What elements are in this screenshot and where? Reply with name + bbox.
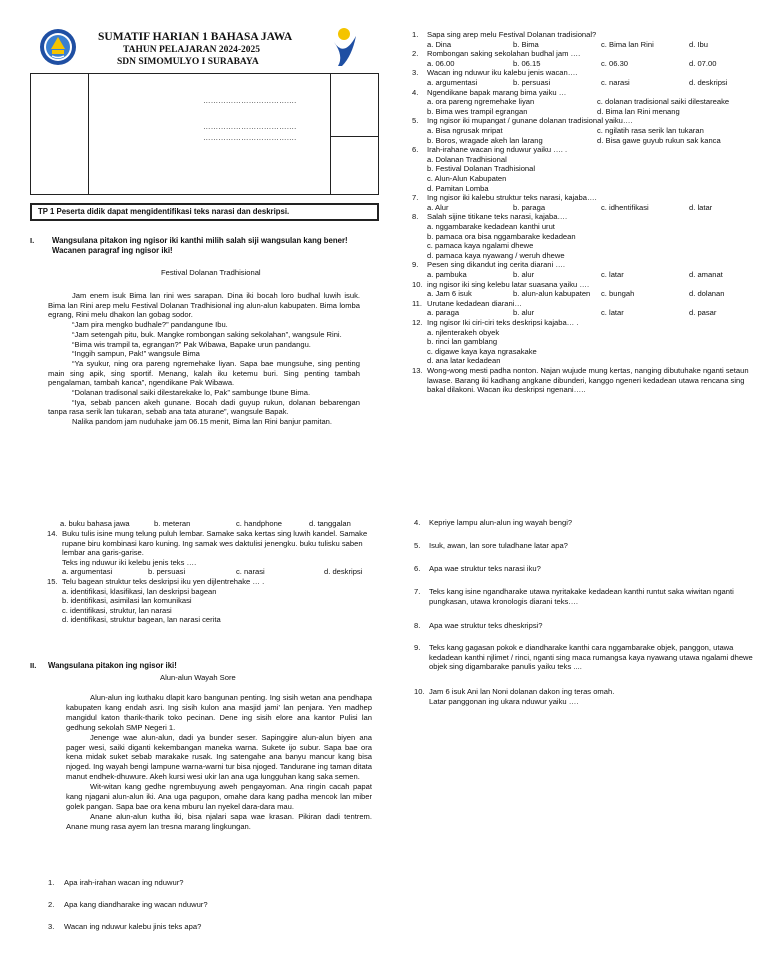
- section1-read-instruction: Wacanen paragraf ing ngisor iki!: [52, 246, 173, 255]
- option-d[interactable]: d. amanat: [689, 269, 723, 279]
- option-b[interactable]: c. dolanan tradisional saiki dilestareake: [597, 97, 730, 107]
- option-row: [427, 270, 760, 280]
- question-number: 8.: [412, 212, 419, 222]
- school-name: SDN SIMOMULYO I SURABAYA: [117, 57, 259, 67]
- story1-paragraph: “Jam setengah pitu, buk. Mangke rombongan saking sekolahan”, wangsule Rini.: [72, 329, 342, 339]
- essay-number: 6.: [414, 564, 421, 573]
- option-c[interactable]: c. narasi: [236, 567, 265, 577]
- option-c[interactable]: c. idhentifikasi: [601, 202, 649, 212]
- question-number: 12.: [412, 318, 423, 327]
- mc-question: [412, 116, 760, 145]
- q13-option-c[interactable]: c. handphone: [236, 519, 283, 528]
- mc-question: [412, 30, 760, 49]
- emblem-figure-icon: [330, 26, 360, 68]
- option-d[interactable]: d. deskripsi: [324, 567, 363, 577]
- photo-box: [30, 73, 89, 195]
- option-d[interactable]: d. deskripsi: [689, 77, 728, 87]
- question-number: 10.: [412, 279, 423, 289]
- essay-number: 5.: [414, 541, 421, 550]
- option-c[interactable]: b. Boros, wragade akeh lan larang: [427, 135, 543, 145]
- option-row: [427, 203, 760, 213]
- question-stem: Rombongan saking sekolahan budhal jam ….: [427, 49, 581, 59]
- option-list: [427, 328, 760, 366]
- essay-text: Wacan ing nduwur kalebu jinis teks apa?: [64, 922, 202, 931]
- option-a[interactable]: a. argumentasi: [427, 77, 478, 87]
- story1-title: Festival Dolanan Tradhisional: [161, 268, 261, 277]
- story2-paragraph: Wit-witan kang gedhe ngrembuyung aweh pengayoman. Ana ringin cacah papat kang njagani alun-alun iki. Ana uga pagupon, omahe dara kang padha mencok lan miber golek pangan. Sapa bae ora kena mburu lan nyekel dara-dara mau.: [66, 782, 372, 811]
- option-b[interactable]: c. ngilatih rasa serik lan tukaran: [597, 125, 704, 135]
- option-d[interactable]: d. Bisa gawe guyub rukun sak kanca: [597, 135, 721, 145]
- option-b[interactable]: b. rinci lan gamblang: [427, 337, 498, 347]
- class-blank[interactable]: ……………………………….: [203, 122, 297, 131]
- option-c[interactable]: c. latar: [601, 269, 624, 279]
- essay-text: Jam 6 isuk Ani lan Noni dolanan dakon ing teras omah.: [429, 687, 615, 696]
- option-row: [427, 308, 760, 318]
- question-number: 1.: [412, 30, 419, 39]
- mc-question: [47, 577, 377, 625]
- option-b[interactable]: b. persuasi: [148, 567, 186, 577]
- option-b[interactable]: b. Bima: [513, 39, 539, 49]
- option-a[interactable]: a. Alur: [427, 202, 449, 212]
- question-body: [427, 260, 760, 279]
- option-c[interactable]: c. bungah: [601, 289, 635, 299]
- q13-option-b[interactable]: b. meteran: [154, 519, 191, 528]
- option-c[interactable]: c. digawe kaya kaya ngrasakake: [427, 346, 537, 356]
- essay-text: Apa wae struktur teks narasi iku?: [429, 564, 541, 573]
- option-grid: [427, 126, 760, 145]
- question-stem: Ing ngisor iki mupangat / gunane dolanan tradisional yaiku….: [427, 116, 633, 126]
- essay-text: Apa kang diandharake ing wacan nduwur?: [64, 900, 208, 909]
- option-d[interactable]: d. identifikasi, struktur bagean, lan narasi cerita: [62, 615, 221, 625]
- option-b[interactable]: b. pamaca ora bisa nggambarake kedadean: [427, 231, 576, 241]
- option-b[interactable]: b. 06.15: [513, 58, 541, 68]
- question-body: [427, 280, 760, 299]
- question-body: [427, 193, 760, 212]
- essay-number: 10.: [414, 687, 425, 696]
- mc-question: [412, 366, 760, 395]
- option-a[interactable]: a. Dolanan Tradhisional: [427, 154, 507, 164]
- story1-paragraph: Jam enem isuk Bima lan rini wes sarapan. Dina iki bocah loro budhal luwih isuk. Bima lan Rini arep melu Festival Dolanan Tradhisional ing alun-alun kabupaten. Bima lomba egrang, Rini melu dhakon lan gobag sodor.: [48, 291, 360, 320]
- mc-question: [47, 529, 377, 577]
- story1-paragraph: “Jam pira mengko budhale?” pandangune Ibu.: [72, 320, 228, 330]
- story1-paragraph: “Iya, sebab pancen akeh gunane. Bocah dadi guyup rukun, dolanan bebarengan tanpa rasa serik lan tukaran, sebab ana tata aturane”, wangsule Bapak.: [48, 397, 360, 417]
- story1-paragraph: Nalika pandom jam nuduhake jam 06.15 menit, Bima lan Rini banjur pamitan.: [72, 417, 333, 427]
- question-stem: Wacan ing nduwur iku kalebu jenis wacan….: [427, 68, 578, 78]
- option-b[interactable]: b. alun-alun kabupaten: [513, 289, 591, 299]
- option-d[interactable]: d. pasar: [689, 308, 717, 318]
- essay-text: Kepriye lampu alun-alun ing wayah bengi?: [429, 518, 573, 527]
- mc-question: [412, 212, 760, 260]
- question-number: 14.: [47, 529, 58, 538]
- question-stem: Wong-wong mesti padha nonton. Najan wujude mung kertas, nanging dibutuhake nganti setaun lawase. Barang iki kadhang angkane dibunderi, kanggo ngeneri kedadean utawa rencana sing bakal dilakoni. Wacan iku deskripsi ngenani…..: [427, 366, 749, 395]
- question-body: [427, 30, 760, 49]
- story2-paragraph: Anane alun-alun kutha iki, bisa njalari sapa wae krasan. Pikiran dadi tentrem. Anane mung rasa ayem lan tresna marang lingkungan.: [66, 811, 372, 831]
- section2-instruction: Wangsulana pitakon ing ngisor iki!: [48, 661, 177, 670]
- option-b[interactable]: b. alur: [513, 308, 535, 318]
- question-number: 6.: [412, 145, 419, 155]
- essay-text: Apa wae struktur teks dheskripsi?: [429, 621, 543, 630]
- option-c[interactable]: b. Bima wes trampil egrangan: [427, 106, 528, 116]
- question-stem: Irah-irahane wacan ing nduwur yaiku …. .: [427, 145, 568, 155]
- story1-paragraph: “Bima wis trampil ta, egrangan?” Pak Wibawa, Bapake urun pandangu.: [72, 339, 311, 349]
- option-d[interactable]: d. Bima lan Rini menang: [597, 106, 680, 116]
- question-body: [427, 68, 760, 87]
- story1-paragraph: “Dolanan tradisonal saiki dilestarekake lo, Pak” sambunge Ibune Bima.: [72, 388, 311, 398]
- option-row: [427, 59, 760, 69]
- option-c[interactable]: c. identifikasi, struktur, lan narasi: [62, 605, 172, 615]
- question-body: [62, 577, 377, 625]
- option-a[interactable]: a. 06.00: [427, 58, 455, 68]
- exam-title: SUMATIF HARIAN 1 BAHASA JAWA: [98, 31, 293, 43]
- essay-text: Teks kang isine ngandharake utawa nyritakake kedadean kanthi runtut saka wiwitan nganti pungkasan, utawa kronologis diarani teks….: [429, 587, 734, 606]
- option-a[interactable]: a. njlenterakeh obyek: [427, 327, 500, 337]
- question-body: [427, 318, 760, 366]
- option-d[interactable]: d. Pamitan Lomba: [427, 183, 489, 193]
- question-stem: Telu bagean struktur teks deskripsi iku yen dijlentrehake … .: [62, 577, 265, 586]
- option-a[interactable]: a. nggambarake kedadean kanthi urut: [427, 221, 555, 231]
- question-body: [427, 116, 760, 145]
- option-d[interactable]: d. 07.00: [689, 58, 717, 68]
- essay-number: 2.: [48, 900, 55, 909]
- option-c[interactable]: c. latar: [601, 308, 624, 318]
- story2-paragraph: Jenenge wae alun-alun, dadi ya bunder seser. Sapinggire alun-alun biyen ana pager wesi, saiki diganti kekembangan maneka warna. Sukete ijo subur. Sapa bae ora kena midak suket sebab marakake rusak. Ing satengahe ana banyu mancur kang bisa njoged. Ing wayah bengi lampune warna-warni tur bisa njoged. Tandurane ing taman ditata manut endhek-dhuwure. Akeh kursi wesi ukir lan ana uga lungguhan kang saka semen.: [66, 732, 372, 782]
- essay-number: 7.: [414, 587, 421, 596]
- question-stem: Pesen sing dikandut ing cerita diarani ….: [427, 260, 566, 270]
- q13-options: [60, 519, 380, 529]
- option-row: [427, 40, 760, 50]
- question-body: [427, 88, 760, 117]
- option-c[interactable]: c. pamaca kaya ngalami dhewe: [427, 241, 534, 251]
- essay-number: 9.: [414, 643, 421, 652]
- mc-question: [412, 260, 760, 279]
- option-d[interactable]: d. dolanan: [689, 289, 725, 299]
- question-number: 11.: [412, 298, 422, 308]
- number-blank[interactable]: ……………………………….: [203, 133, 297, 142]
- story1-body: [48, 291, 360, 427]
- essay-text-line2: Latar panggonan ing ukara nduwur yaiku ….: [429, 697, 579, 706]
- story2-body: [66, 693, 372, 832]
- option-a[interactable]: a. identifikasi, klasifikasi, lan deskripsi bagean: [62, 586, 217, 596]
- option-b[interactable]: b. paraga: [513, 202, 546, 212]
- question-number: 3.: [412, 68, 419, 78]
- option-a[interactable]: a. Jam 6 isuk: [427, 289, 472, 299]
- mc-question: [412, 299, 760, 318]
- option-b[interactable]: b. Festival Dolanan Tradhisional: [427, 164, 536, 174]
- section2-roman: II.: [30, 661, 37, 670]
- q13-option-a[interactable]: a. buku bahasa jawa: [60, 519, 130, 528]
- option-list: [62, 587, 377, 625]
- essay-number: 3.: [48, 922, 55, 931]
- mc-question: [412, 193, 760, 212]
- question-stem: Ngendikane bapak marang bima yaiku …: [427, 87, 567, 97]
- essay-number: 1.: [48, 878, 55, 887]
- mc-question: [412, 68, 760, 87]
- mc-question: [412, 88, 760, 117]
- option-b[interactable]: b. identifikasi, asimilasi lan komunikasi: [62, 596, 192, 606]
- tp-text: TP 1 Peserta didik dapat mengidentifikasi teks narasi dan deskripsi.: [38, 207, 290, 216]
- mc-question: [412, 318, 760, 366]
- option-a[interactable]: a. Bisa ngrusak mripat: [427, 125, 503, 135]
- question-stem: Ing ngisor iki kalebu struktur teks narasi, kajaba….: [427, 193, 597, 203]
- essay-number: 8.: [414, 621, 421, 630]
- option-c[interactable]: c. 06.30: [601, 58, 629, 68]
- score-box-bottom: [330, 136, 379, 195]
- option-a[interactable]: a. argumentasi: [62, 567, 113, 577]
- story1-paragraph: “Ya syukur, ning ora pareng ngremehake liyan. Sapa bae mungsuhe, sing penting main sing apik, sing sportif. Menang, kalah iku ketemu buri. Sing penting tambah pengalaman, tambah kanca”, ngendikane Pak Wibawa.: [48, 358, 360, 388]
- question-stem: ing ngisor iki sing kelebu latar suasana yaiku ….: [427, 279, 590, 289]
- mc-question: [412, 280, 760, 299]
- option-b[interactable]: b. persuasi: [513, 77, 551, 87]
- section1-roman: I.: [30, 236, 35, 245]
- story2-title: Alun-alun Wayah Sore: [160, 673, 236, 682]
- option-row: [427, 78, 760, 88]
- section1-instruction: Wangsulana pitakon ing ngisor iki kanthi milih salah siji wangsulan kang bener!: [52, 236, 348, 245]
- option-d[interactable]: d. latar: [689, 202, 713, 212]
- academic-year: TAHUN PELAJARAN 2024-2025: [123, 45, 261, 55]
- option-grid: [427, 97, 760, 116]
- essay-number: 4.: [414, 518, 421, 527]
- option-list: [427, 155, 760, 193]
- question-body: [427, 145, 760, 193]
- question-stem: Salah sijine titikane teks narasi, kajaba….: [427, 212, 568, 222]
- question-body: [427, 366, 760, 395]
- question-number: 15.: [47, 577, 58, 586]
- question-number: 9.: [412, 260, 419, 270]
- question-body: [427, 49, 760, 68]
- q13-option-d[interactable]: d. tanggalan: [309, 519, 351, 528]
- essay-question: [414, 587, 759, 609]
- question-stem: Urutane kedadean diarani…: [427, 298, 522, 308]
- option-a[interactable]: a. paraga: [427, 308, 460, 318]
- story2-paragraph: Alun-alun ing kuthaku dlapit karo bangunan penting. Ing sisih wetan ana pendhapa kabupaten kang endah asri. Ing sisih kulon ana masjid jami’ lan penjara. Yen madhep mangidul katon tharik-tharik toko pecinan. Dene ing sisih elore ana kantor Pulisi lan gedhung sekolah SMP Negeri 1.: [66, 693, 372, 732]
- name-blank[interactable]: ……………………………….: [203, 96, 297, 105]
- question-number: 2.: [412, 49, 419, 59]
- option-list: [427, 222, 760, 260]
- question-stem: Ing ngisor Iki ciri-ciri teks deskripsi kajaba… .: [427, 318, 579, 327]
- essay-text: Apa irah-irahan wacan ing nduwur?: [64, 878, 184, 887]
- question-body: [427, 212, 760, 260]
- option-c[interactable]: c. Bima lan Rini: [601, 39, 654, 49]
- option-d[interactable]: d. pamaca kaya nyawang / weruh dhewe: [427, 250, 565, 260]
- option-c[interactable]: c. narasi: [601, 77, 630, 87]
- option-a[interactable]: a. pambuka: [427, 269, 467, 279]
- question-number: 5.: [412, 116, 419, 126]
- essay-text: Isuk, awan, lan sore tuladhane latar apa?: [429, 541, 568, 550]
- story1-paragraph: “Inggih sampun, Pak!” wangsule Bima: [72, 349, 200, 359]
- option-c[interactable]: c. Alun-Alun Kabupaten: [427, 173, 507, 183]
- school-logo-icon: [38, 28, 78, 66]
- question-stem: Buku tulis isine mung telung puluh lembar. Samake saka kertas sing luwih kandel. Samake rupane biru kombinasi karo kuning. Ing samak wes daktulisi jenengku. buku tulisku saben lembar ana garis-garise.: [62, 529, 368, 558]
- question-stem-line2: Teks ing nduwur iki kelebu jenis teks ….: [62, 557, 197, 567]
- option-d[interactable]: d. ana latar kedadean: [427, 356, 501, 366]
- question-number: 7.: [412, 193, 419, 203]
- essay-text: Teks kang gagasan pokok e diandharake kanthi cara nggambarake objek, panggon, utawa kedadean kanthi njlimet / rinci, nganti sing maca rumangsa kaya nyawang utawa ngalami dhewe objek sing digambarake panulis yaiku teks ....: [429, 643, 753, 672]
- option-row: [427, 289, 760, 299]
- score-box-top: [330, 73, 379, 137]
- mc-question: [412, 145, 760, 193]
- essay-question: [414, 643, 759, 675]
- question-number: 13.: [412, 366, 423, 375]
- question-body: [427, 299, 760, 318]
- question-body: [62, 529, 377, 577]
- mc-question: [412, 49, 760, 68]
- option-d[interactable]: d. Ibu: [689, 39, 708, 49]
- question-stem: Sapa sing arep melu Festival Dolanan tradisional?: [427, 30, 597, 39]
- option-a[interactable]: a. Dina: [427, 39, 452, 49]
- option-a[interactable]: a. ora pareng ngremehake liyan: [427, 97, 535, 107]
- option-b[interactable]: b. alur: [513, 269, 535, 279]
- question-number: 4.: [412, 87, 419, 97]
- option-row: [62, 567, 377, 577]
